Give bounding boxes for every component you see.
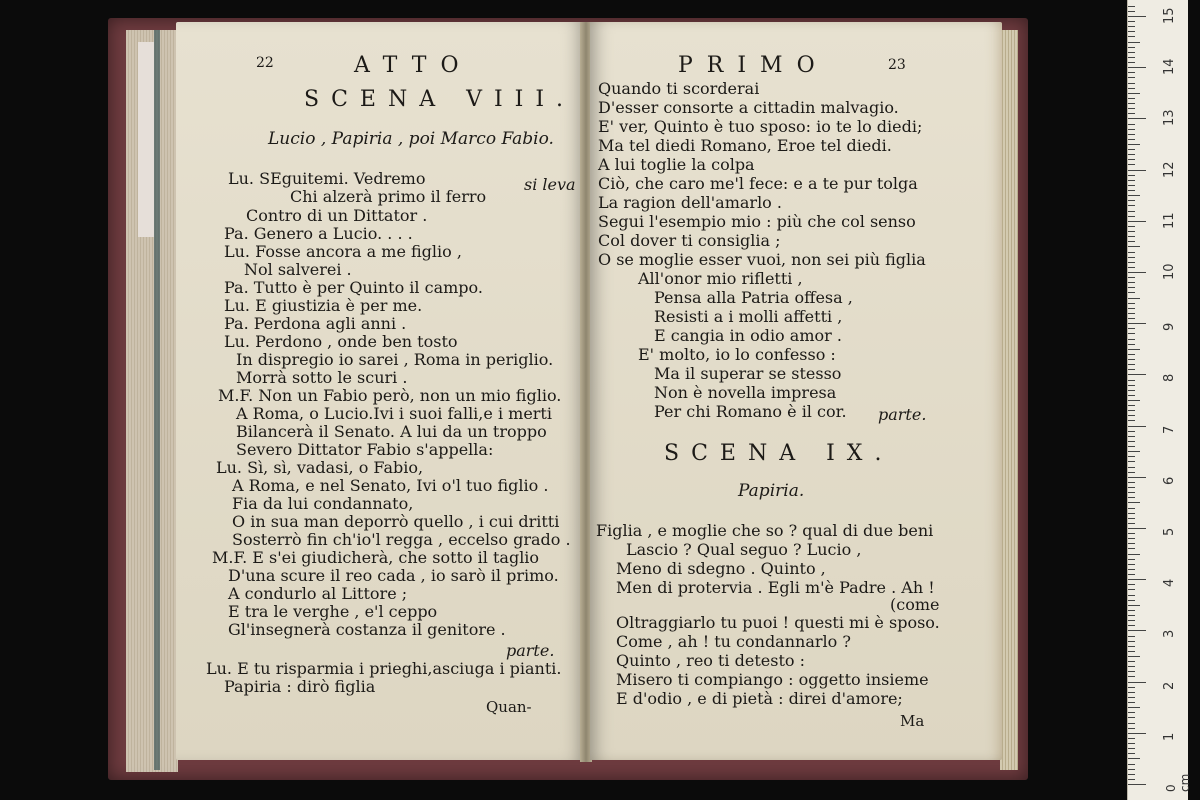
ruler-tick xyxy=(1128,359,1135,360)
ruler-tick xyxy=(1128,380,1135,381)
ruler-number: 11 xyxy=(1162,212,1177,229)
ruler-tick xyxy=(1128,415,1135,416)
verse-line: E cangia in odio amor . xyxy=(654,326,842,345)
ruler-tick xyxy=(1128,390,1135,391)
verse-line: Ciò, che caro me'l fece: e a te pur tolga xyxy=(598,174,918,193)
ruler-tick xyxy=(1128,431,1135,432)
ruler-tick xyxy=(1128,528,1146,529)
ruler-tick xyxy=(1128,139,1135,140)
verse-line: Ma il superar se stesso xyxy=(654,364,842,383)
verse-line: E tra le verghe , e'l ceppo xyxy=(228,602,438,621)
ruler-tick xyxy=(1128,124,1135,125)
ruler-tick xyxy=(1128,267,1135,268)
ruler-tick xyxy=(1128,758,1140,759)
ruler-tick xyxy=(1128,774,1135,775)
ruler-tick xyxy=(1128,764,1135,765)
ruler-tick xyxy=(1128,492,1135,493)
verse-line: O in sua man deporrò quello , i cui dritti xyxy=(232,512,560,531)
scene-title: SCENA IX. xyxy=(664,441,894,466)
ruler-tick xyxy=(1128,190,1135,191)
ruler-tick xyxy=(1128,308,1135,309)
ruler-tick xyxy=(1128,538,1135,539)
verse-line: Lu. E tu risparmia i prieghi,asciuga i pianti. xyxy=(206,659,562,678)
ruler-tick xyxy=(1128,753,1135,754)
ruler-tick xyxy=(1128,47,1135,48)
ruler-tick xyxy=(1128,185,1135,186)
ruler-tick xyxy=(1128,697,1135,698)
verse-line: Lu. SEguitemi. Vedremo xyxy=(228,169,426,188)
verse-line: Pa. Tutto è per Quinto il campo. xyxy=(224,278,483,297)
ruler-tick xyxy=(1128,461,1135,462)
ruler-tick xyxy=(1128,83,1135,84)
ruler-tick xyxy=(1128,682,1146,683)
ruler-tick xyxy=(1128,385,1135,386)
verse-line: M.F. E s'ei giudicherà, che sotto il taglio xyxy=(212,548,540,567)
verse-line: Bilancerà il Senato. A lui da un troppo xyxy=(236,422,547,441)
ruler-tick xyxy=(1128,600,1135,601)
ruler-tick xyxy=(1128,62,1135,63)
ruler-tick xyxy=(1128,738,1135,739)
ruler-tick xyxy=(1128,205,1135,206)
ruler-tick xyxy=(1128,369,1135,370)
ruler-tick xyxy=(1128,374,1146,375)
ruler-tick xyxy=(1128,666,1135,667)
ruler-tick xyxy=(1128,216,1135,217)
ruler-tick xyxy=(1128,467,1135,468)
ruler-tick xyxy=(1128,451,1140,452)
ruler-tick xyxy=(1128,743,1135,744)
ruler-tick xyxy=(1128,175,1135,176)
ruler-tick xyxy=(1128,651,1135,652)
ruler-tick xyxy=(1128,692,1135,693)
ruler-tick xyxy=(1128,262,1135,263)
ruler-tick xyxy=(1128,292,1135,293)
ruler-tick xyxy=(1128,477,1146,478)
ruler-tick xyxy=(1128,610,1135,611)
ruler-tick xyxy=(1128,159,1135,160)
ruler-tick xyxy=(1128,733,1146,734)
verse-line: Pa. Perdona agli anni . xyxy=(224,314,407,333)
ruler-tick xyxy=(1128,410,1135,411)
ruler-tick xyxy=(1128,98,1135,99)
character-list: Lucio , Papiria , poi Marco Fabio. xyxy=(268,129,554,149)
exit-direction: parte. xyxy=(506,641,555,660)
measuring-ruler xyxy=(1127,0,1192,800)
ruler-tick xyxy=(1128,487,1135,488)
verse-line: A Roma, e nel Senato, Ivi o'l tuo figlio . xyxy=(232,476,549,495)
ruler-tick xyxy=(1128,67,1146,68)
verse-line: Ma tel diedi Romano, Eroe tel diedi. xyxy=(598,136,892,155)
ruler-tick xyxy=(1128,584,1135,585)
verse-line: Misero ti compiango : oggetto insieme xyxy=(616,670,929,689)
verse-line: Gl'insegnerà costanza il genitore . xyxy=(228,620,506,639)
ruler-tick xyxy=(1128,595,1135,596)
ruler-tick xyxy=(1128,630,1146,631)
ruler-tick xyxy=(1128,42,1140,43)
ruler-tick xyxy=(1128,328,1135,329)
ruler-tick xyxy=(1128,436,1135,437)
ruler-unit-label: 0 cm xyxy=(1164,773,1192,792)
ruler-tick xyxy=(1128,548,1135,549)
ruler-tick xyxy=(1128,272,1146,273)
ruler-tick xyxy=(1128,231,1135,232)
page-number: 23 xyxy=(888,57,906,73)
ruler-tick xyxy=(1128,748,1135,749)
ruler-tick xyxy=(1128,702,1135,703)
right-page xyxy=(590,22,1002,760)
ruler-tick xyxy=(1128,318,1135,319)
ruler-tick xyxy=(1128,333,1135,334)
ruler-tick xyxy=(1128,72,1135,73)
ruler-tick xyxy=(1128,574,1135,575)
ruler-tick xyxy=(1128,170,1146,171)
ruler-tick xyxy=(1128,241,1135,242)
page-edges-right xyxy=(1000,30,1018,770)
verse-line: Sosterrò fin ch'io'l regga , eccelso grado . xyxy=(232,530,571,549)
ruler-tick xyxy=(1128,195,1140,196)
ruler-tick xyxy=(1128,149,1135,150)
ruler-tick xyxy=(1128,154,1135,155)
ruler-tick xyxy=(1128,221,1146,222)
scene-title: SCENA VIII. xyxy=(304,87,576,112)
ruler-tick xyxy=(1128,211,1135,212)
ruler-tick xyxy=(1128,349,1140,350)
verse-line: E' molto, io lo confesso : xyxy=(638,345,836,364)
verse-line: Quando ti scorderai xyxy=(598,79,760,98)
ruler-tick xyxy=(1128,615,1135,616)
ruler-tick xyxy=(1128,589,1135,590)
ruler-tick xyxy=(1128,446,1135,447)
ruler-tick xyxy=(1128,226,1135,227)
ruler-tick xyxy=(1128,508,1135,509)
ruler-tick xyxy=(1128,129,1135,130)
ruler-tick xyxy=(1128,344,1135,345)
ruler-tick xyxy=(1128,513,1135,514)
ruler-tick xyxy=(1128,405,1135,406)
ruler-tick xyxy=(1128,93,1140,94)
ruler-tick xyxy=(1128,323,1146,324)
verse-line: Come , ah ! tu condannarlo ? xyxy=(616,632,851,651)
running-head: PRIMO xyxy=(678,53,829,78)
page-edges-left xyxy=(126,30,178,772)
verse-line: E' ver, Quinto è tuo sposo: io te lo diedi; xyxy=(598,117,923,136)
ruler-tick xyxy=(1128,712,1135,713)
ruler-tick xyxy=(1128,723,1135,724)
ruler-number: 10 xyxy=(1162,263,1177,280)
ruler-tick xyxy=(1128,31,1135,32)
verse-line: Contro di un Dittator . xyxy=(246,206,428,225)
ruler-tick xyxy=(1128,625,1135,626)
ruler-tick xyxy=(1128,717,1135,718)
ruler-tick xyxy=(1128,77,1135,78)
ruler-number: 1 xyxy=(1162,732,1177,741)
verse-line: Chi alzerà primo il ferro xyxy=(290,187,487,206)
ruler-tick xyxy=(1128,103,1135,104)
ruler-tick xyxy=(1128,671,1135,672)
ruler-tick xyxy=(1128,21,1135,22)
ruler-tick xyxy=(1128,88,1135,89)
ruler-tick xyxy=(1128,257,1135,258)
ruler-tick xyxy=(1128,676,1135,677)
ruler-tick xyxy=(1128,687,1135,688)
ruler-tick xyxy=(1128,118,1146,119)
ruler-tick xyxy=(1128,518,1135,519)
verse-line: Pa. Genero a Lucio. . . . xyxy=(224,224,413,243)
verse-line: A lui toglie la colpa xyxy=(598,155,755,174)
verse-line: Resisti a i molli affetti , xyxy=(654,307,843,326)
ruler-number: 7 xyxy=(1162,425,1177,434)
left-page xyxy=(176,22,584,760)
ruler-tick xyxy=(1128,113,1135,114)
verse-line: E d'odio , e di pietà : direi d'amore; xyxy=(616,689,903,708)
verse-line: In dispregio io sarei , Roma in periglio. xyxy=(236,350,554,369)
ruler-tick xyxy=(1128,579,1146,580)
ruler-tick xyxy=(1128,456,1135,457)
ruler-tick xyxy=(1128,180,1135,181)
ruler-number: 13 xyxy=(1162,109,1177,127)
ruler-tick xyxy=(1128,559,1135,560)
ruler-tick xyxy=(1128,282,1135,283)
cover-edge xyxy=(154,30,160,770)
ruler-number: 2 xyxy=(1162,681,1177,690)
ruler-number: 3 xyxy=(1162,630,1177,639)
ruler-tick xyxy=(1128,523,1135,524)
ruler-tick xyxy=(1128,543,1135,544)
ruler-tick xyxy=(1128,661,1135,662)
verse-line: D'una scure il reo cada , io sarò il primo. xyxy=(228,566,559,585)
verse-line: Per chi Romano è il cor. xyxy=(654,402,847,421)
verse-line: Men di protervia . Egli m'è Padre . Ah ! xyxy=(616,578,935,597)
verse-line: Severo Dittator Fabio s'appella: xyxy=(236,440,494,459)
ruler-tick xyxy=(1128,144,1140,145)
verse-line: Pensa alla Patria offesa , xyxy=(654,288,853,307)
verse-line: D'esser consorte a cittadin malvagio. xyxy=(598,98,899,117)
ruler-tick xyxy=(1128,252,1135,253)
page-number: 22 xyxy=(256,55,274,71)
ruler-tick xyxy=(1128,620,1135,621)
ruler-tick xyxy=(1128,554,1140,555)
ruler-tick xyxy=(1128,707,1140,708)
verse-line: (come xyxy=(890,595,940,614)
ruler-tick xyxy=(1128,277,1135,278)
ruler-tick xyxy=(1128,52,1135,53)
ruler-tick xyxy=(1128,395,1135,396)
ruler-tick xyxy=(1128,779,1135,780)
catchword: Quan- xyxy=(486,698,532,716)
ruler-tick xyxy=(1128,641,1135,642)
catchword: Ma xyxy=(900,712,925,730)
ruler-tick xyxy=(1128,564,1135,565)
verse-line: Quinto , reo ti detesto : xyxy=(616,651,805,670)
ruler-tick xyxy=(1128,134,1135,135)
ruler-number: 5 xyxy=(1162,527,1177,536)
ruler-tick xyxy=(1128,298,1140,299)
verse-line: Lu. E giustizia è per me. xyxy=(224,296,423,315)
ruler-tick xyxy=(1128,236,1135,237)
ruler-tick xyxy=(1128,287,1135,288)
ruler-tick xyxy=(1128,472,1135,473)
verse-line: Non è novella impresa xyxy=(654,383,837,402)
ruler-tick xyxy=(1128,303,1135,304)
ruler-tick xyxy=(1128,646,1135,647)
verse-line: Fia da lui condannato, xyxy=(232,494,414,513)
ruler-tick xyxy=(1128,569,1135,570)
ruler-tick xyxy=(1128,339,1135,340)
ruler-tick xyxy=(1128,502,1140,503)
ruler-tick xyxy=(1128,26,1135,27)
ruler-tick xyxy=(1128,400,1140,401)
paper-insert xyxy=(138,42,154,237)
ruler-tick xyxy=(1128,11,1135,12)
ruler-tick xyxy=(1128,246,1140,247)
verse-line: Lascio ? Qual seguo ? Lucio , xyxy=(626,540,862,559)
verse-line: Morrà sotto le scuri . xyxy=(236,368,408,387)
verse-line: Figlia , e moglie che so ? qual di due beni xyxy=(596,521,934,540)
ruler-number: 15 xyxy=(1162,7,1177,24)
ruler-tick xyxy=(1128,497,1135,498)
exit-direction: parte. xyxy=(878,405,927,424)
ruler-tick xyxy=(1128,728,1135,729)
ruler-tick xyxy=(1128,482,1135,483)
verse-line: A Roma, o Lucio.Ivi i suoi falli,e i merti xyxy=(236,404,552,423)
verse-line: O se moglie esser vuoi, non sei più figlia xyxy=(598,250,926,269)
verse-line: Lu. Perdono , onde ben tosto xyxy=(224,332,458,351)
ruler-tick xyxy=(1128,164,1135,165)
ruler-tick xyxy=(1128,16,1146,17)
ruler-number: 9 xyxy=(1162,322,1177,332)
verse-line: La ragion dell'amarlo . xyxy=(598,193,782,212)
ruler-tick xyxy=(1128,533,1135,534)
ruler-tick xyxy=(1128,200,1135,201)
ruler-tick xyxy=(1128,36,1135,37)
stage-direction: si leva xyxy=(524,175,576,194)
verse-line: Nol salverei . xyxy=(244,260,352,279)
ruler-tick xyxy=(1128,441,1135,442)
ruler-number: 4 xyxy=(1162,578,1177,588)
ruler-number: 8 xyxy=(1162,374,1177,383)
ruler-tick xyxy=(1128,426,1146,427)
verse-line: Segui l'esempio mio : più che col senso xyxy=(598,212,916,231)
ruler-tick xyxy=(1128,57,1135,58)
ruler-tick xyxy=(1128,354,1135,355)
ruler-tick xyxy=(1128,605,1140,606)
verse-line: Lu. Fosse ancora a me figlio , xyxy=(224,242,462,261)
verse-line: All'onor mio rifletti , xyxy=(638,269,803,288)
ruler-tick xyxy=(1128,313,1135,314)
ruler-tick xyxy=(1128,769,1135,770)
verse-line: Lu. Sì, sì, vadasi, o Fabio, xyxy=(216,458,424,477)
ruler-tick xyxy=(1128,108,1135,109)
verse-line: Col dover ti consiglia ; xyxy=(598,231,781,250)
ruler-number: 14 xyxy=(1162,58,1177,76)
ruler-number: 6 xyxy=(1162,476,1177,485)
verse-line: Meno di sdegno . Quinto , xyxy=(616,559,826,578)
ruler-tick xyxy=(1128,6,1135,7)
verse-line: M.F. Non un Fabio però, non un mio figlio. xyxy=(218,386,562,405)
character-list: Papiria. xyxy=(738,481,805,501)
verse-line: A condurlo al Littore ; xyxy=(228,584,408,603)
ruler-tick xyxy=(1128,784,1146,785)
verse-line: Papiria : dirò figlia xyxy=(224,677,376,696)
ruler-tick xyxy=(1128,656,1140,657)
ruler-number: 12 xyxy=(1162,161,1177,178)
ruler-tick xyxy=(1128,420,1135,421)
ruler-tick xyxy=(1128,364,1135,365)
running-head: ATTO xyxy=(354,53,473,78)
ruler-tick xyxy=(1128,636,1135,637)
verse-line: Oltraggiarlo tu puoi ! questi mi è sposo. xyxy=(616,613,940,632)
